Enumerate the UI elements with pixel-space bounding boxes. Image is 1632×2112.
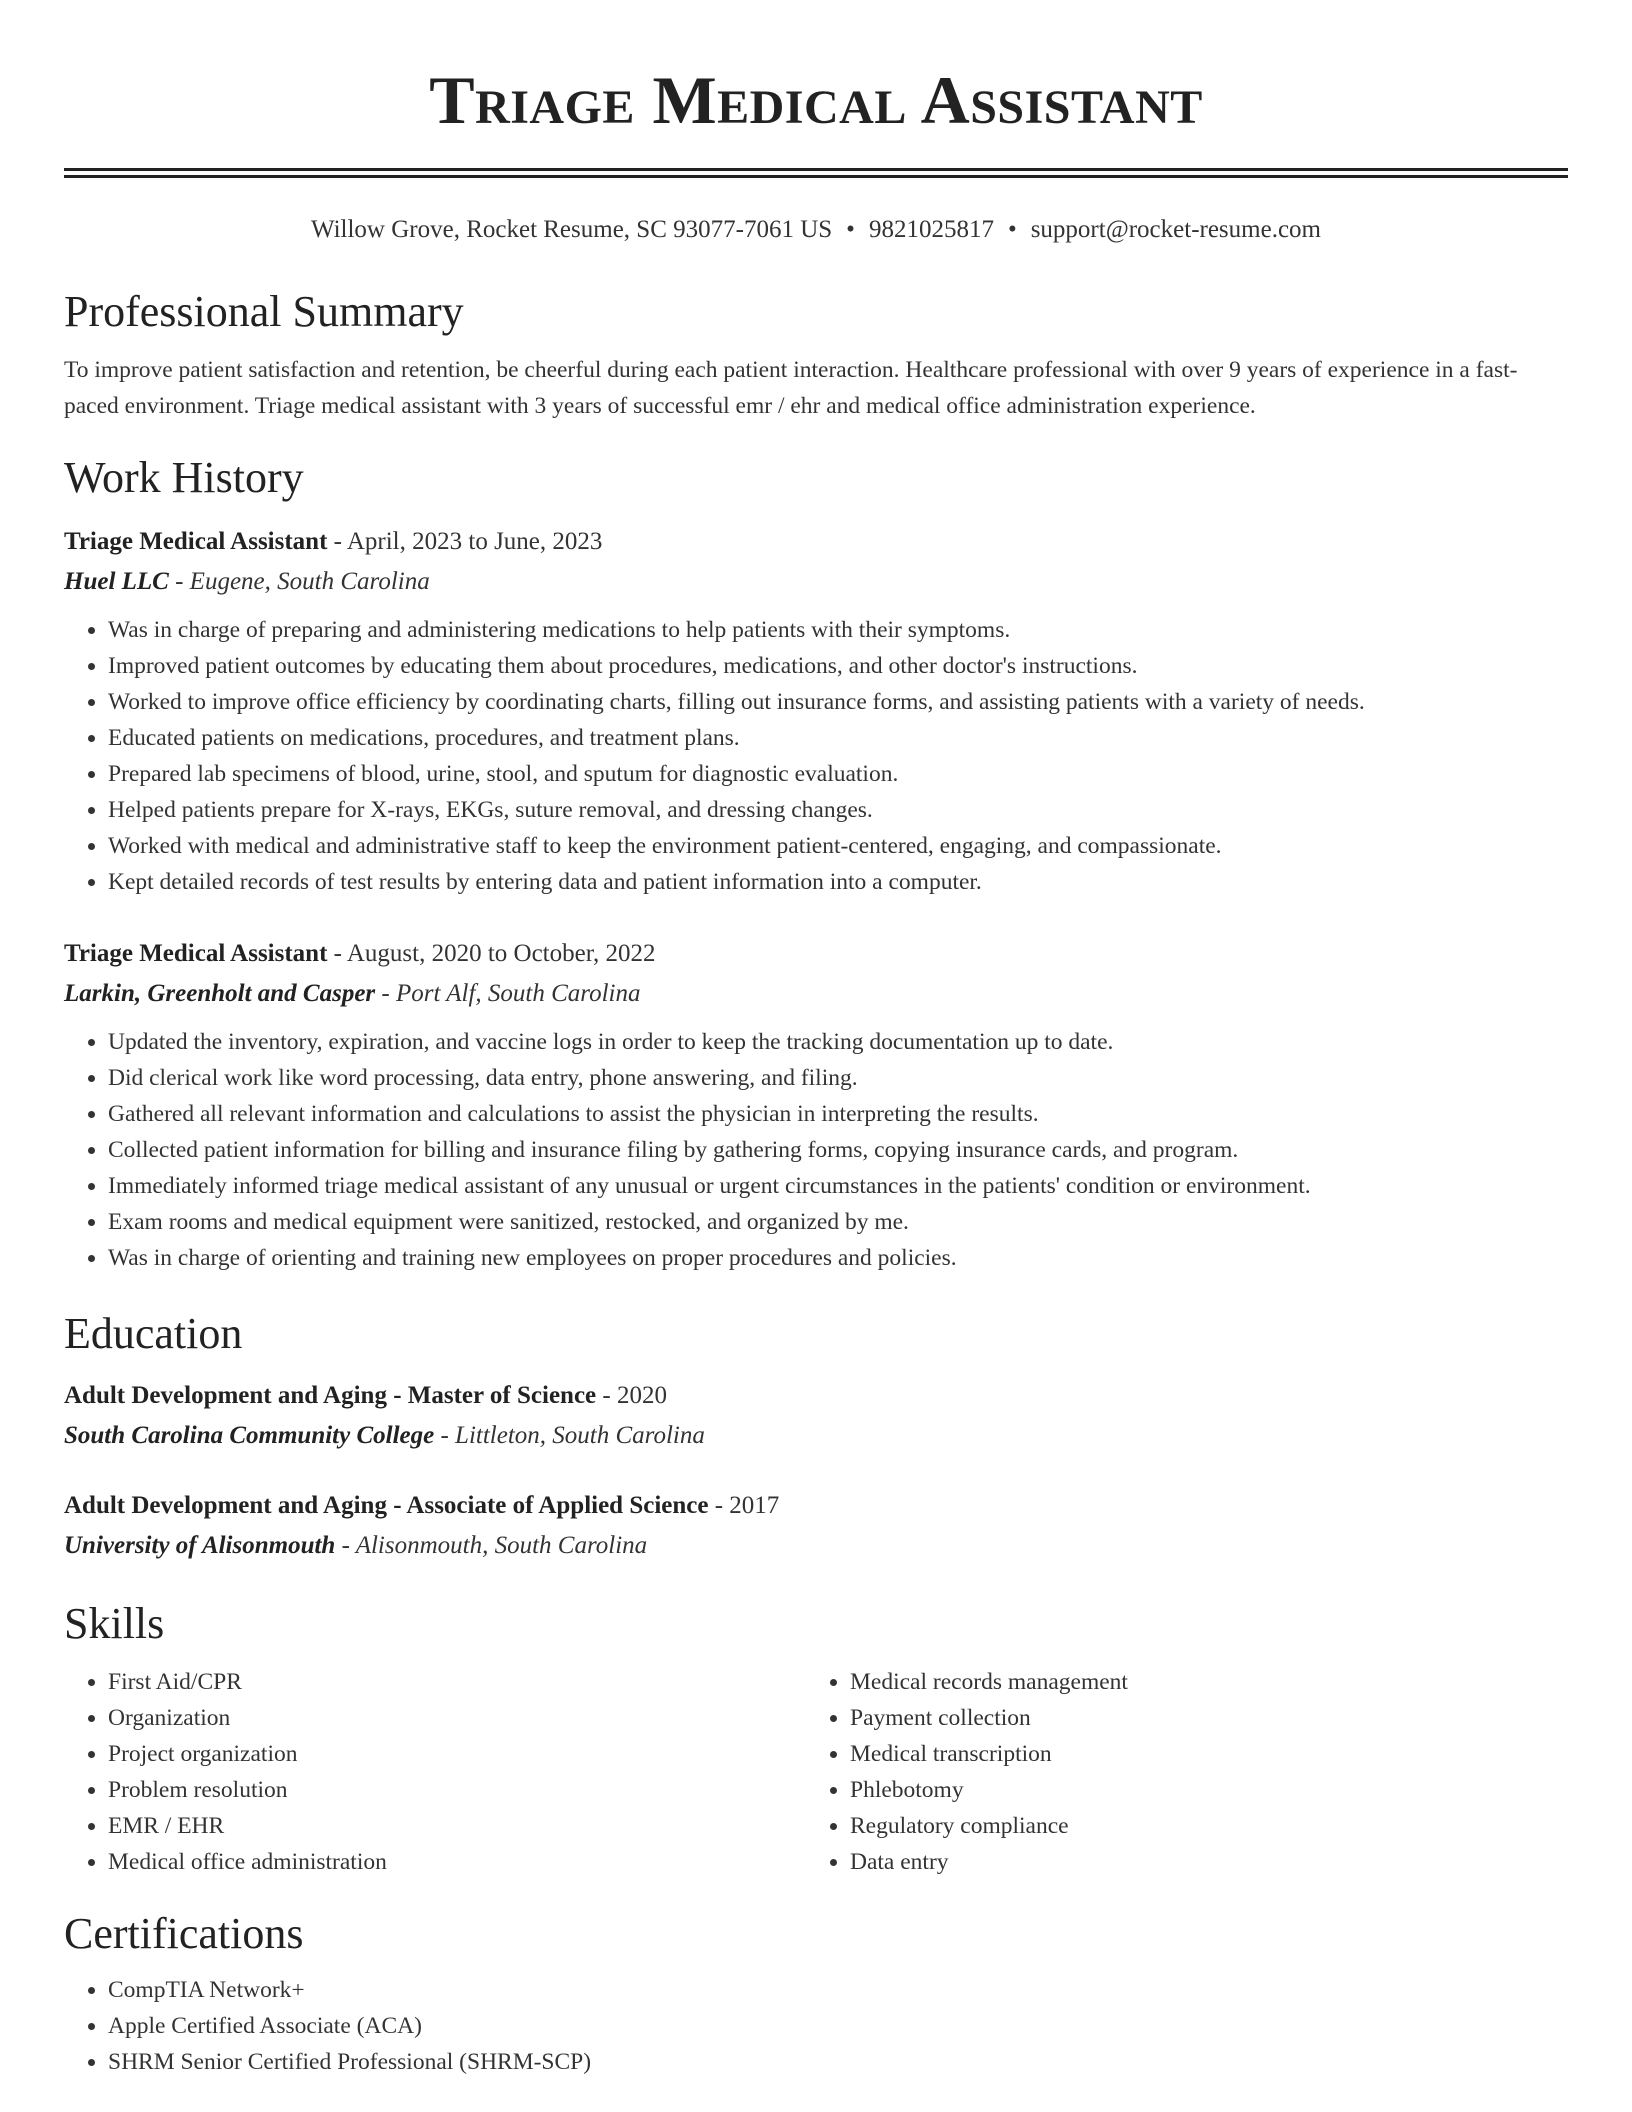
job-location: - Port Alf, South Carolina: [375, 980, 641, 1007]
job-entry: [64, 934, 1568, 1276]
skill-item: • Phlebotomy: [850, 1772, 1548, 1808]
job-bullets: [64, 1024, 1568, 1276]
contact-address: Willow Grove, Rocket Resume, SC 93077-7061 US: [310, 216, 833, 243]
skill-item: • Medical records management: [850, 1664, 1548, 1700]
job-company: Larkin, Greenholt and Casper: [64, 980, 376, 1007]
education-location: - Littleton, South Carolina: [434, 1422, 705, 1449]
job-bullet: • Helped patients prepare for X-rays, EKGs, suture removal, and dressing changes.: [108, 792, 1568, 828]
job-company-line: [64, 562, 1568, 602]
job-bullet: • Kept detailed records of test results by entering data and patient information into a computer.: [108, 864, 1568, 900]
contact-email: support@rocket-resume.com: [1030, 216, 1321, 243]
job-bullet: • Did clerical work like word processing, data entry, phone answering, and filing.: [108, 1060, 1568, 1096]
education-school-line: [64, 1416, 1568, 1456]
skill-item: • Problem resolution: [108, 1772, 806, 1808]
certifications-list: [64, 1972, 1568, 2080]
job-bullet: • Collected patient information for billing and insurance filing by gathering forms, copying insurance cards, and program.: [108, 1132, 1568, 1168]
summary-heading: Professional Summary: [64, 287, 464, 336]
skills-column-left: [64, 1664, 806, 1880]
summary-text: To improve patient satisfaction and retention, be cheerful during each patient interaction. Healthcare professional with over 9 years of experience in a fast-paced environment. Triage medical assistant with 3 years of successful emr / ehr and medical office administration experience.: [64, 357, 1518, 419]
skill-item: • Organization: [108, 1700, 806, 1736]
title-double-rule: [64, 168, 1568, 178]
education-entry: [64, 1376, 1568, 1456]
job-bullet: • Updated the inventory, expiration, and vaccine logs in order to keep the tracking documentation up to date.: [108, 1024, 1568, 1060]
contact-separator: •: [846, 216, 855, 243]
education-year: - 2020: [596, 1382, 667, 1409]
skill-item: • Medical transcription: [850, 1736, 1548, 1772]
job-location: - Eugene, South Carolina: [168, 568, 430, 595]
education-entry: [64, 1486, 1568, 1566]
job-bullets: [64, 612, 1568, 900]
education-school: South Carolina Community College: [64, 1422, 435, 1449]
education-year: - 2017: [708, 1492, 780, 1519]
job-company: Huel LLC: [64, 568, 169, 595]
education-degree: Adult Development and Aging - Associate of Applied Science: [64, 1492, 709, 1519]
education-degree-line: [64, 1376, 1568, 1416]
job-bullet: • Gathered all relevant information and calculations to assist the physician in interpreting the results.: [108, 1096, 1568, 1132]
job-entry: [64, 522, 1568, 900]
job-company-line: [64, 974, 1568, 1014]
skill-item: • Payment collection: [850, 1700, 1548, 1736]
job-dates: - April, 2023 to June, 2023: [327, 528, 603, 555]
job-bullet: • Was in charge of orienting and training new employees on proper procedures and policies.: [108, 1240, 1568, 1276]
skill-item: • Regulatory compliance: [850, 1808, 1548, 1844]
certification-item: • Apple Certified Associate (ACA): [108, 2008, 1568, 2044]
education-school: University of Alisonmouth: [64, 1532, 336, 1559]
contact-line: [64, 214, 1568, 246]
education-degree-line: [64, 1486, 1568, 1526]
work-history-heading: Work History: [64, 453, 304, 502]
certification-item: • CompTIA Network+: [108, 1972, 1568, 2008]
certification-item: • SHRM Senior Certified Professional (SHRM-SCP): [108, 2044, 1568, 2080]
contact-phone: 9821025817: [868, 216, 994, 243]
job-bullet: • Improved patient outcomes by educating them about procedures, medications, and other doctor's instructions.: [108, 648, 1568, 684]
job-dates: - August, 2020 to October, 2022: [327, 940, 656, 967]
skill-item: • Data entry: [850, 1844, 1548, 1880]
skills-heading: Skills: [64, 1599, 165, 1648]
job-bullet: • Immediately informed triage medical assistant of any unusual or urgent circumstances in the patients' condition or environment.: [108, 1168, 1568, 1204]
education-degree: Adult Development and Aging - Master of Science: [64, 1382, 597, 1409]
skills-column-right: [806, 1664, 1548, 1880]
job-title: Triage Medical Assistant: [64, 940, 328, 967]
education-school-line: [64, 1526, 1568, 1566]
skills-list: [64, 1664, 1568, 1880]
contact-separator: •: [1007, 216, 1017, 243]
job-bullet: • Exam rooms and medical equipment were sanitized, restocked, and organized by me.: [108, 1204, 1568, 1240]
job-bullet: • Prepared lab specimens of blood, urine, stool, and sputum for diagnostic evaluation.: [108, 756, 1568, 792]
certifications-heading: Certifications: [64, 1909, 304, 1958]
job-title: Triage Medical Assistant: [64, 528, 328, 555]
skill-item: • Medical office administration: [108, 1844, 806, 1880]
job-bullet: • Worked with medical and administrative staff to keep the environment patient-centered, engaging, and compassionate.: [108, 828, 1568, 864]
job-title-line: [64, 934, 1568, 974]
job-bullet: • Worked to improve office efficiency by coordinating charts, filling out insurance forms, and assisting patients with a variety of needs.: [108, 684, 1568, 720]
education-location: - Alisonmouth, South Carolina: [335, 1532, 648, 1559]
skill-item: • Project organization: [108, 1736, 806, 1772]
job-bullet: • Was in charge of preparing and administering medications to help patients with their symptoms.: [108, 612, 1568, 648]
skill-item: • EMR / EHR: [108, 1808, 806, 1844]
education-heading: Education: [64, 1309, 243, 1358]
job-title-line: [64, 522, 1568, 562]
resume-title: Triage Medical Assistant: [429, 62, 1203, 138]
skill-item: • First Aid/CPR: [108, 1664, 806, 1700]
job-bullet: • Educated patients on medications, procedures, and treatment plans.: [108, 720, 1568, 756]
